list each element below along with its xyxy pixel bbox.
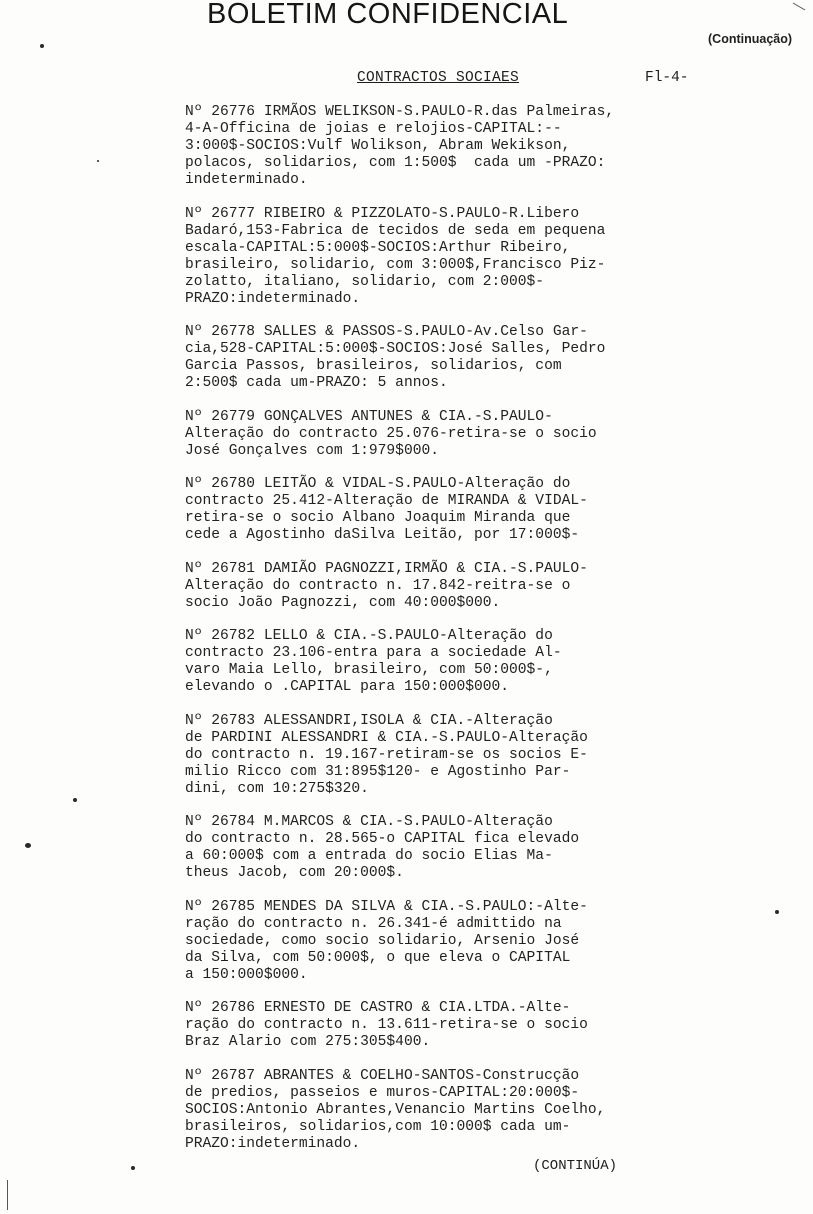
entry-26783: [185, 713, 705, 798]
entry-line: Nº 26783 ALESSANDRI,ISOLA & CIA.-Alteração: [185, 712, 553, 729]
continuation-note: (Continuação): [708, 32, 793, 46]
entry-line: Nº 26777 RIBEIRO & PIZZOLATO-S.PAULO-R.Libero: [185, 205, 580, 222]
entry-line: Nº 26776 IRMÃOS WELIKSON-S.PAULO-R.das Palmeiras,: [185, 104, 615, 120]
entry-line: Nº 26778 SALLES & PASSOS-S.PAULO-Av.Celso Gar-: [185, 324, 588, 340]
entry-line: socio João Pagnozzi, com 40:000$000.: [185, 594, 501, 611]
entry-line: PRAZO:indeterminado.: [185, 1135, 361, 1152]
entry-26777: [185, 206, 705, 308]
entry-line: sociedade, como socio solidario, Arsenio José: [185, 932, 580, 949]
entry-line: a 60:000$ com a entrada do socio Elias Ma-: [185, 848, 553, 864]
entry-26778: [185, 324, 705, 392]
entry-line: do contracto n. 28.565-o CAPITAL fica elevado: [185, 831, 580, 847]
entry-line: contracto 25.412-Alteração de MIRANDA & VIDAL-: [185, 493, 588, 509]
section-title: CONTRACTOS SOCIAES: [357, 70, 520, 86]
entry-line: do contracto n. 19.167-retiram-se os socios E-: [185, 746, 588, 763]
entry-line: SOCIOS:Antonio Abrantes,Venancio Martins Coelho,: [185, 1101, 606, 1118]
entry-line: milio Ricco com 31:895$120- e Agostinho Par-: [185, 763, 571, 780]
entry-26779: [185, 409, 705, 460]
page-title: BOLETIM CONFIDENCIAL: [207, 0, 569, 30]
entry-list: [185, 104, 705, 1169]
scan-speck: [97, 160, 99, 162]
entry-line: escala-CAPITAL:5:000$-SOCIOS:Arthur Ribeiro,: [185, 239, 571, 256]
entry-line: theus Jacob, com 20:000$.: [185, 865, 404, 881]
entry-line: Nº 26785 MENDES DA SILVA & CIA.-S.PAULO:-Alte-: [185, 898, 588, 915]
scan-edge-mark: [793, 3, 806, 11]
entry-line: Garcia Passos, brasileiros, solidarios, com: [185, 358, 562, 374]
entry-line: Nº 26780 LEITÃO & VIDAL-S.PAULO-Alteração do: [185, 476, 571, 492]
entry-line: PRAZO:indeterminado.: [185, 290, 361, 307]
entry-line: varo Maia Lello, brasileiro, com 50:000$-,: [185, 662, 553, 678]
entry-line: de predios, passeios e muros-CAPITAL:20:000$-: [185, 1084, 580, 1101]
scan-speck: [131, 1166, 135, 1170]
scan-speck: [25, 843, 31, 848]
entry-line: Alteração do contracto 25.076-retira-se o socio: [185, 425, 597, 442]
entry-line: elevando o .CAPITAL para 150:000$000.: [185, 679, 510, 695]
page-reference: Fl-4-: [645, 70, 689, 86]
entry-line: Badaró,153-Fabrica de tecidos de seda em pequena: [185, 222, 606, 239]
entry-line: Nº 26787 ABRANTES & COELHO-SANTOS-Construcção: [185, 1067, 580, 1084]
entry-line: Nº 26782 LELLO & CIA.-S.PAULO-Alteração do: [185, 628, 553, 644]
entry-line: contracto 23.106-entra para a sociedade Al-: [185, 645, 562, 661]
entry-line: José Gonçalves com 1:979$000.: [185, 442, 439, 459]
entry-26780: [185, 476, 705, 544]
entry-line: dini, com 10:275$320.: [185, 780, 369, 797]
entry-line: da Silva, com 50:000$, o que eleva o CAPITAL: [185, 949, 571, 966]
entry-26786: [185, 1000, 705, 1051]
entry-26785: [185, 899, 705, 984]
entry-26782: [185, 628, 705, 696]
entry-line: Nº 26784 M.MARCOS & CIA.-S.PAULO-Alteração: [185, 814, 553, 830]
entry-line: a 150:000$000.: [185, 966, 308, 983]
entry-line: zolatto, italiano, solidario, com 2:000$-: [185, 273, 545, 290]
entry-line: cia,528-CAPITAL:5:000$-SOCIOS:José Salles, Pedro: [185, 341, 606, 357]
entry-line: Nº 26781 DAMIÃO PAGNOZZI,IRMÃO & CIA.-S.PAULO-: [185, 560, 588, 577]
entry-line: Nº 26786 ERNESTO DE CASTRO & CIA.LTDA.-Alte-: [185, 1000, 571, 1016]
entry-line: cede a Agostinho daSilva Leitão, por 17:000$-: [185, 527, 580, 543]
entry-line: ração do contracto n. 13.611-retira-se o socio: [185, 1017, 588, 1033]
entry-line: brasileiro, solidario, com 3:000$,Francisco Piz-: [185, 256, 606, 273]
entry-line: 2:500$ cada um-PRAZO: 5 annos.: [185, 375, 448, 391]
entry-line: de PARDINI ALESSANDRI & CIA.-S.PAULO-Alteração: [185, 729, 588, 746]
scan-speck: [775, 910, 779, 914]
entry-line: ração do contracto n. 26.341-é admittido na: [185, 915, 562, 932]
entry-line: 3:000$-SOCIOS:Vulf Wolikson, Abram Wekikson,: [185, 138, 571, 154]
scan-edge-mark: [7, 1180, 8, 1210]
entry-line: polacos, solidarios, com 1:500$ cada um -PRAZO:: [185, 155, 606, 171]
entry-line: Braz Alario com 275:305$400.: [185, 1034, 431, 1050]
entry-26776: [185, 104, 705, 189]
continued-note: (CONTINÚA): [533, 1158, 618, 1174]
entry-line: 4-A-Officina de joias e relojios-CAPITAL:--: [185, 121, 562, 137]
entry-26781: [185, 561, 705, 612]
entry-line: Alteração do contracto n. 17.842-reitra-se o: [185, 577, 571, 594]
entry-26784: [185, 814, 705, 882]
entry-26787: [185, 1068, 705, 1153]
entry-line: Nº 26779 GONÇALVES ANTUNES & CIA.-S.PAULO-: [185, 408, 553, 425]
scan-speck: [73, 798, 77, 802]
entry-line: indeterminado.: [185, 172, 308, 188]
entry-line: brasileiros, solidarios,com 10:000$ cada um-: [185, 1118, 571, 1135]
entry-line: retira-se o socio Albano Joaquim Miranda que: [185, 510, 571, 526]
scan-speck: [40, 44, 44, 48]
